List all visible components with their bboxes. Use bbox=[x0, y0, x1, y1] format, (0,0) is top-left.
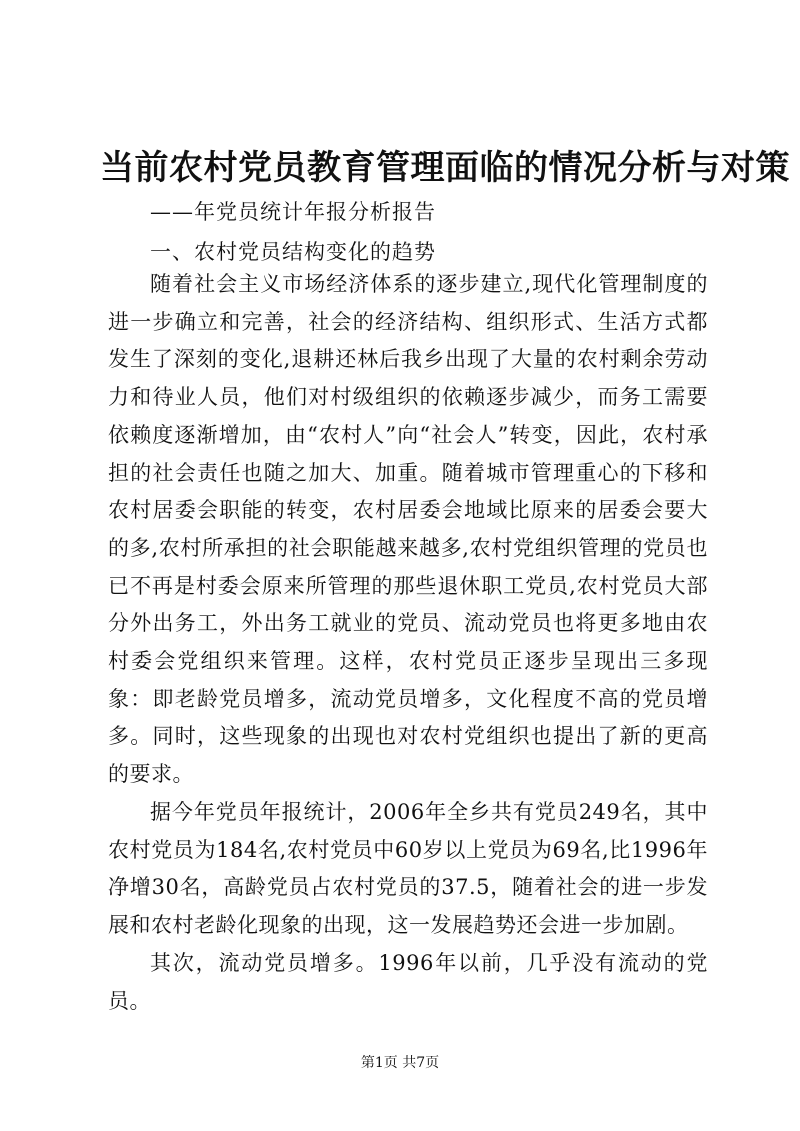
section-heading: 一、农村党员结构变化的趋势 bbox=[150, 240, 436, 264]
paragraph: 据今年党员年报统计，2006年全乡共有党员249名，其中农村党员为184名,农村党员中60岁以上党员为69名,比1996年净增30名，高龄党员占农村党员的37.5，随着社会的进一步发展和农村老龄化现象的出现，这一发展趋势还会进一步加剧。 bbox=[108, 800, 708, 938]
paragraph: 其次，流动党员增多。1996年以前，几乎没有流动的党员。 bbox=[108, 951, 708, 1013]
paragraph: 随着社会主义市场经济体系的逐步建立,现代化管理制度的进一步确立和完善，社会的经济结构、组织形式、生活方式都发生了深刻的变化,退耕还林后我乡出现了大量的农村剩余劳动力和待业人员，他们对村级组织的依赖逐步减少，而务工需要依赖度逐渐增加，由“农村人”向“社会人”转变，因此，农村承担的社会责任也随之加大、加重。随着城市管理重心的下移和农村居委会职能的转变，农村居委会地域比原来的居委会要大的多,农村所承担的社会职能越来越多,农村党组织管理的党员也已不再是村委会原来所管理的那些退休职工党员,农村党员大部分外出务工，外出务工就业的党员、流动党员也将更多地由农村委会党组织来管理。这样，农村党员正逐步呈现出三多现象：即老龄党员增多，流动党员增多，文化程度不高的党员增多。同时，这些现象的出现也对农村党组织也提出了新的更高的要求。 bbox=[108, 272, 708, 787]
page-footer: 第1页 共7页 bbox=[360, 1055, 440, 1071]
document-subtitle: ——年党员统计年报分析报告 bbox=[150, 200, 436, 224]
document-title: 当前农村党员教育管理面临的情况分析与对策 bbox=[100, 148, 790, 188]
